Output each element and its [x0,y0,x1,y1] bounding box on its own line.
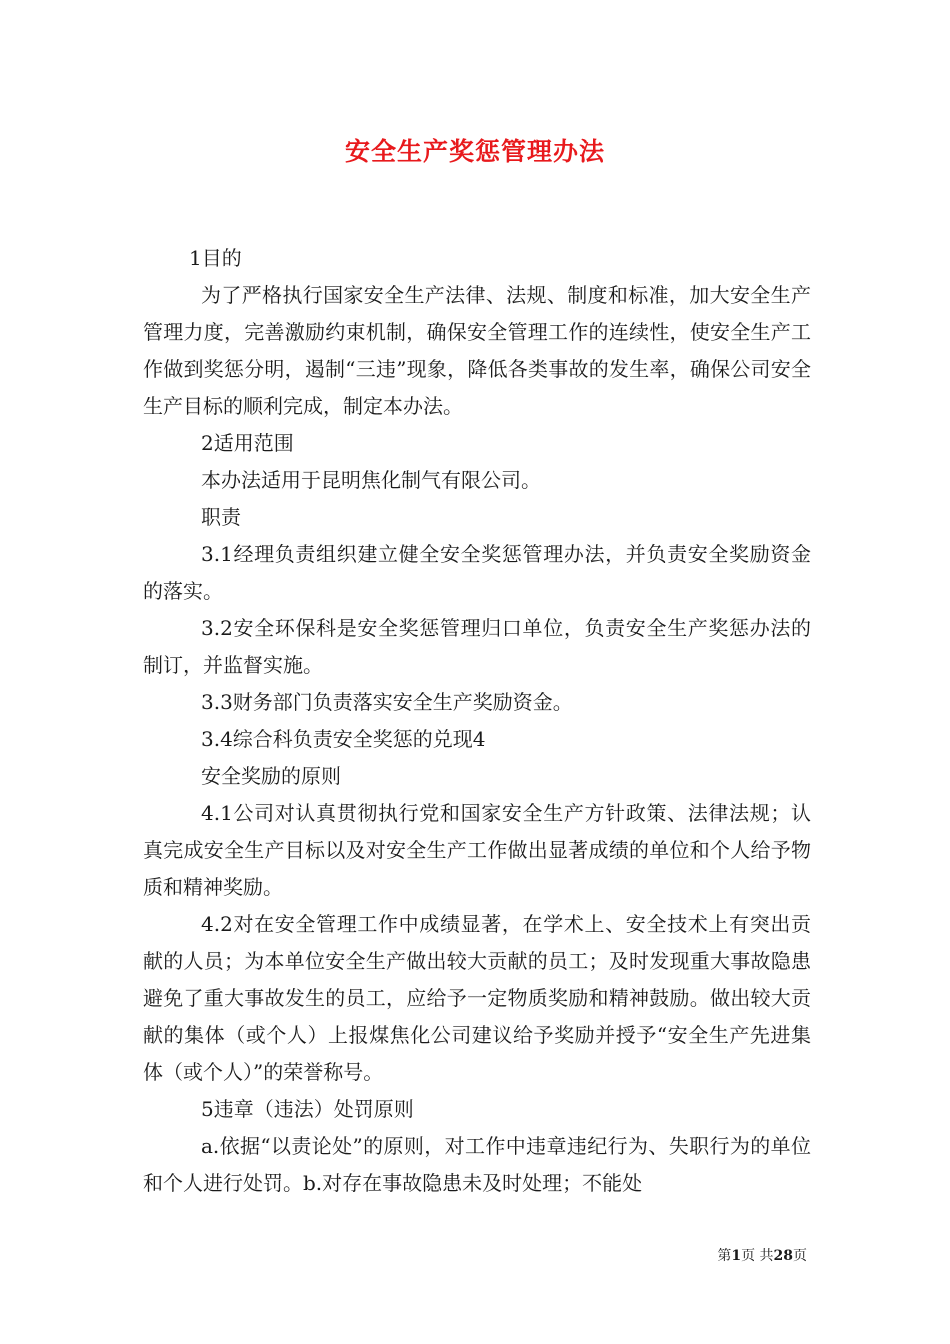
page-number-middle: 页 共 [741,1248,774,1264]
paragraph-duty-3-1: 3.1经理负责组织建立健全安全奖惩管理办法，并负责安全奖励资金的落实。 [143,542,811,603]
section-heading-reward-principles: 安全奖励的原则 [201,764,341,788]
document-body [143,240,811,1202]
page-number-suffix: 页 [793,1248,807,1264]
page-number-prefix: 第 [717,1248,732,1264]
document-title: 安全生产奖惩管理办法 [344,137,605,166]
page-number [717,1245,807,1265]
page-number-current: 1 [731,1248,742,1264]
section-heading-purpose: 1目的 [189,246,242,270]
paragraph-duty-3-3: 3.3财务部门负责落实安全生产奖励资金。 [201,690,573,714]
section-heading-duties: 职责 [201,505,241,529]
paragraph-duty-3-4: 3.4综合科负责安全奖惩的兑现4 [201,727,486,751]
paragraph-reward-4-1: 4.1公司对认真贯彻执行党和国家安全生产方针政策、法律法规；认真完成安全生产目标以及对安全生产工作做出显著成绩的单位和个人给予物质和精神奖励。 [143,801,811,899]
paragraph-scope: 本办法适用于昆明焦化制气有限公司。 [201,468,541,492]
paragraph-purpose: 为了严格执行国家安全生产法律、法规、制度和标准，加大安全生产管理力度，完善激励约束机制，确保安全管理工作的连续性，使安全生产工作做到奖惩分明，遏制“三违”现象，降低各类事故的发生率，确保公司安全生产目标的顺利完成，制定本办法。 [143,283,811,418]
paragraph-duty-3-2: 3.2安全环保科是安全奖惩管理归口单位，负责安全生产奖惩办法的制订，并监督实施。 [143,616,811,677]
paragraph-penalty-a: a.依据“以责论处”的原则，对工作中违章违纪行为、失职行为的单位和个人进行处罚。b.对存在事故隐患未及时处理；不能处 [143,1134,811,1195]
paragraph-reward-4-2: 4.2对在安全管理工作中成绩显著，在学术上、安全技术上有突出贡献的人员；为本单位安全生产做出较大贡献的员工；及时发现重大事故隐患避免了重大事故发生的员工，应给予一定物质奖励和精神鼓励。做出较大贡献的集体（或个人）上报煤焦化公司建议给予奖励并授予“安全生产先进集体（或个人）”的荣誉称号。 [143,912,811,1084]
section-heading-scope: 2适用范围 [201,431,294,455]
section-heading-penalty-principles: 5违章（违法）处罚原则 [201,1097,414,1121]
page-number-total: 28 [773,1248,793,1264]
